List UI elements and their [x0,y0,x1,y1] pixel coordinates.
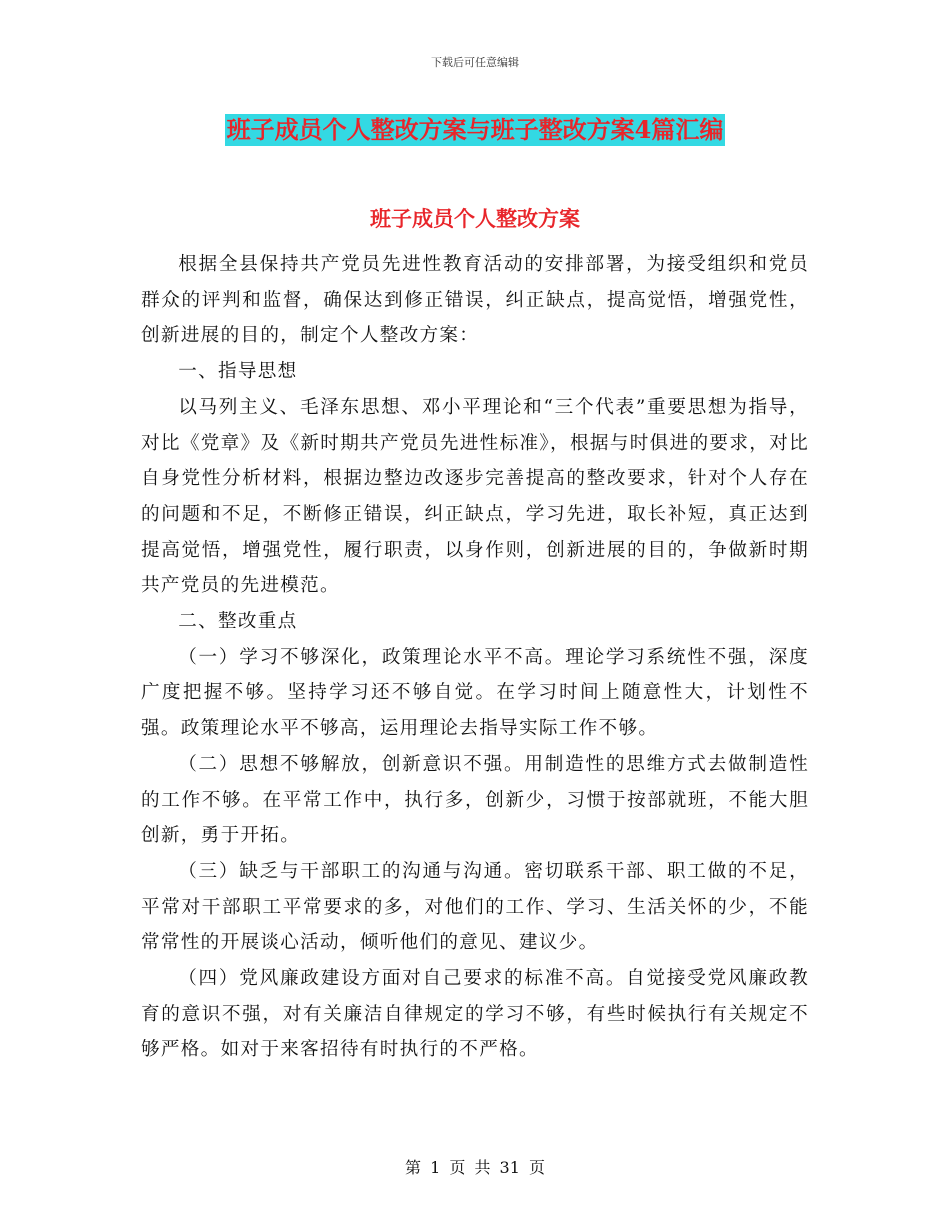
heading-rectification-focus: 二、整改重点 [178,611,298,633]
paragraph-guiding-thought: 以马列主义、毛泽东思想、邓小平理论和“三个代表”重要思想为指导，对比《党章》及《新时期共产党员先进性标准》，根据与时俱进的要求，对比自身党性分析材料，根据边整边改逐步完善提高的整改要求，针对个人存在的问题和不足，不断修正错误，纠正缺点，学习先进，取长补短，真正达到提高觉悟，增强党性，履行职责，以身作则，创新进展的目的，争做新时期共产党员的先进模范。 [141,396,809,597]
paragraph-focus-4: （四）党风廉政建设方面对自己要求的标准不高。自觉接受党风廉政教育的意识不强，对有关廉洁自律规定的学习不够，有些时候执行有关规定不够严格。如对于来客招待有时执行的不严格。 [141,968,809,1061]
heading-guiding-thought: 一、指导思想 [178,361,298,383]
paragraph-intro: 根据全县保持共产党员先进性教育活动的安排部署，为接受组织和党员群众的评判和监督，确保达到修正错误，纠正缺点，提高觉悟，增强党性，创新进展的目的，制定个人整改方案： [141,254,809,347]
document-main-title: 班子成员个人整改方案与班子整改方案4篇汇编 [226,115,724,144]
paragraph-focus-2: （二）思想不够解放，创新意识不强。用制造性的思维方式去做制造性的工作不够。在平常工作中，执行多，创新少，习惯于按部就班，不能大胆创新，勇于开拓。 [141,753,809,847]
paragraph-focus-1: （一）学习不够深化，政策理论水平不高。理论学习系统性不强，深度广度把握不够。坚持学习还不够自觉。在学习时间上随意性大，计划性不强。政策理论水平不够高，运用理论去指导实际工作不够。 [141,646,809,740]
paragraph-focus-3: （三）缺乏与干部职工的沟通与沟通。密切联系干部、职工做的不足，平常对干部职工平常要求的多，对他们的工作、学习、生活关怀的少，不能常常性的开展谈心活动，倾听他们的意见、建议少。 [141,860,809,954]
page-header-note: 下载后可任意编辑 [431,56,519,69]
section-title: 班子成员个人整改方案 [370,206,580,231]
page-number-footer: 第 1 页 共 31 页 [405,1158,545,1177]
main-title-container [0,114,950,146]
document-body [141,247,809,1068]
